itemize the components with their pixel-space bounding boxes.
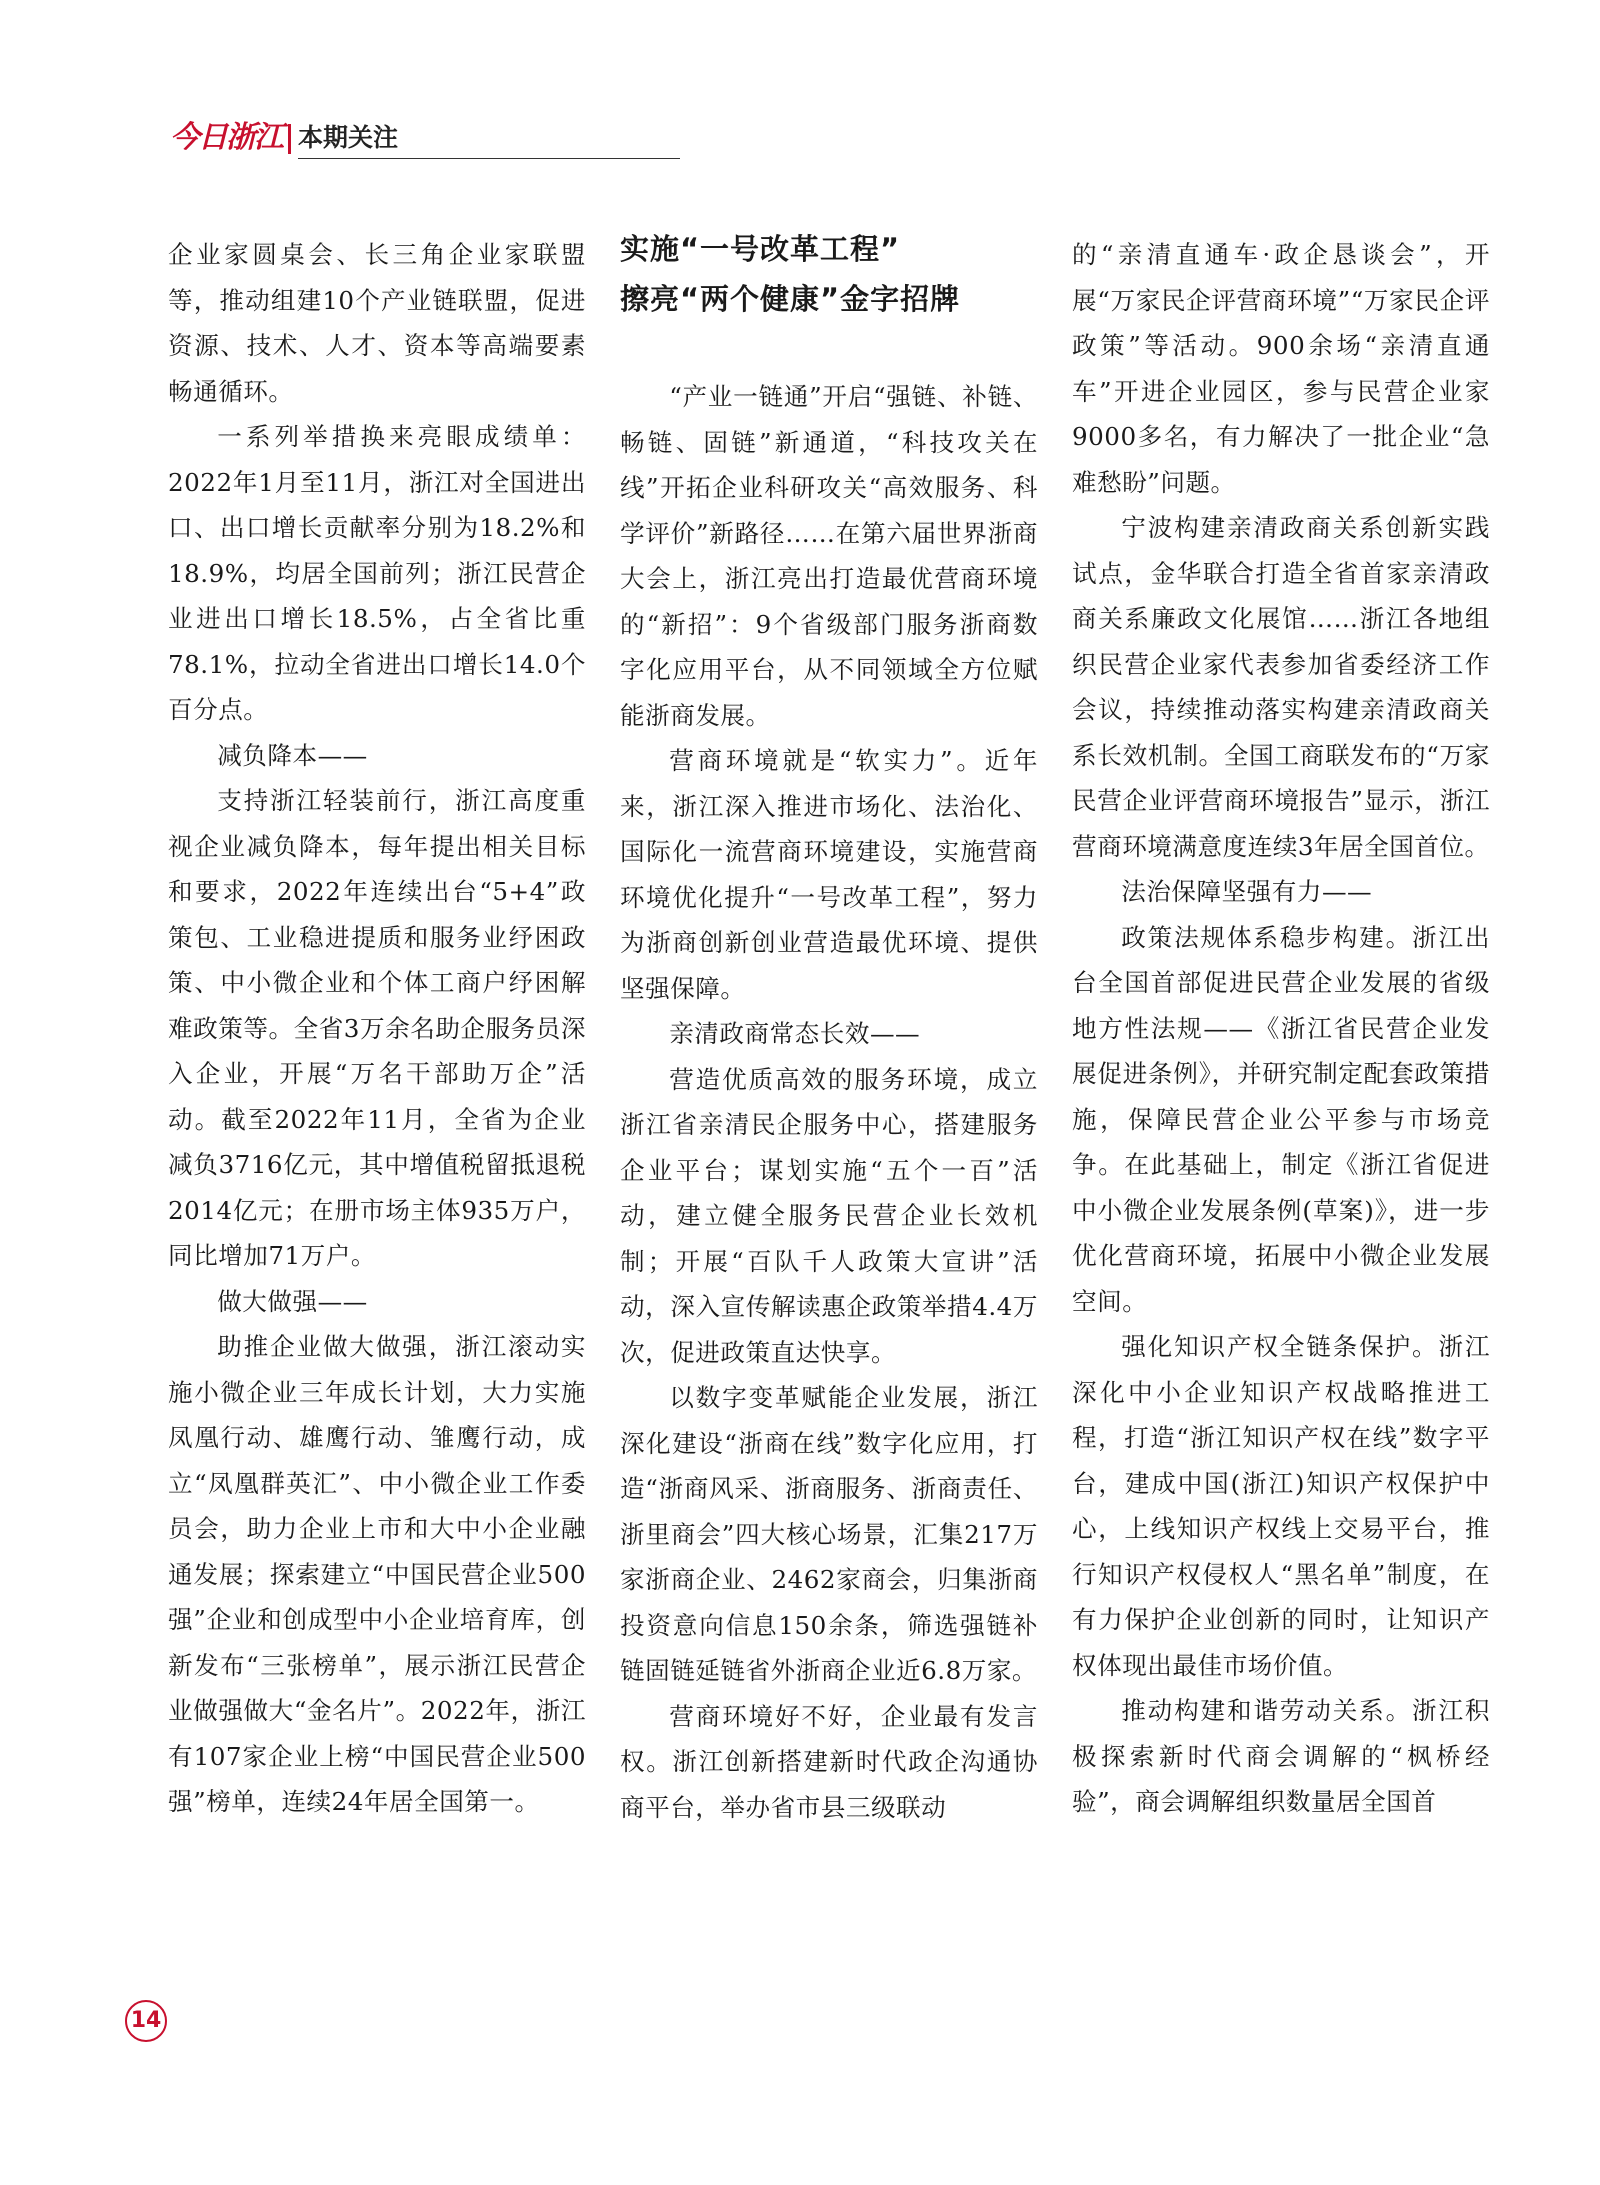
section-heading <box>620 222 1038 324</box>
paragraph: 推动构建和谐劳动关系。浙江积极探索新时代商会调解的“枫桥经验”，商会调解组织数量居全国首 <box>1072 1696 1490 1816</box>
paragraph: 支持浙江轻装前行，浙江高度重视企业减负降本，每年提出相关目标和要求，2022年连续出台“5+4”政策包、工业稳进提质和服务业纾困政策、中小微企业和个体工商户纾困解难政策等。全省3万余名助企服务员深入企业，开展“万名干部助万企”活动。截至2022年11月，全省为企业减负3716亿元，其中增值税留抵退税2014亿元；在册市场主体935万户，同比增加71万户。 <box>168 786 586 1270</box>
column-2 <box>620 232 1038 1830</box>
paragraph: 的“亲清直通车·政企恳谈会”，开展“万家民企评营商环境”“万家民企评政策”等活动。900余场“亲清直通车”开进企业园区，参与民营企业家9000多名，有力解决了一批企业“急难愁盼”问题。 <box>1072 240 1490 497</box>
paragraph: 一系列举措换来亮眼成绩单：2022年1月至11月，浙江对全国进出口、出口增长贡献率分别为18.2%和18.9%，均居全国前列；浙江民营企业进出口增长18.5%，占全省比重78.1%，拉动全省进出口增长14.0个百分点。 <box>168 422 586 724</box>
paragraph: 以数字变革赋能企业发展，浙江深化建设“浙商在线”数字化应用，打造“浙商风采、浙商服务、浙商责任、浙里商会”四大核心场景，汇集217万家浙商企业、2462家商会，归集浙商投资意向信息150余条，筛选强链补链固链延链省外浙商企业近6.8万家。 <box>620 1383 1038 1685</box>
section-heading-line-1: 实施“一号改革工程” <box>620 232 901 266</box>
section-label: 本期关注 <box>298 123 399 152</box>
header-rule <box>298 158 680 159</box>
paragraph: 营造优质高效的服务环境，成立浙江省亲清民企服务中心，搭建服务企业平台；谋划实施“五个一百”活动，建立健全服务民营企业长效机制；开展“百队千人政策大宣讲”活动，深入宣传解读惠企政策举措4.4万次，促进政策直达快享。 <box>620 1064 1038 1367</box>
subheading: 亲清政商常态长效—— <box>669 1019 921 1048</box>
column-3 <box>1072 232 1490 1825</box>
section-heading-line-2: 擦亮“两个健康”金字招牌 <box>620 282 961 316</box>
paragraph: 政策法规体系稳步构建。浙江出台全国首部促进民营企业发展的省级地方性法规——《浙江省民营企业发展促进条例》，并研究制定配套政策措施，保障民营企业公平参与市场竞争。在此基础上，制定《浙江省促进中小微企业发展条例(草案)》，进一步优化营商环境，拓展中小微企业发展空间。 <box>1072 922 1490 1316</box>
paragraph: 营商环境好不好，企业最有发言权。浙江创新搭建新时代政企沟通协商平台，举办省市县三级联动 <box>620 1701 1038 1822</box>
paragraph: 营商环境就是“软实力”。近年来，浙江深入推进市场化、法治化、国际化一流营商环境建设，实施营商环境优化提升“一号改革工程”，努力为浙商创新创业营造最优环境、提供坚强保障。 <box>620 746 1038 1003</box>
column-1 <box>168 232 586 1825</box>
logo-divider <box>288 124 291 154</box>
subheading: 减负降本—— <box>217 740 368 770</box>
magazine-logo: 今日浙江 <box>170 120 282 155</box>
paragraph: 助推企业做大做强，浙江滚动实施小微企业三年成长计划，大力实施凤凰行动、雄鹰行动、雏鹰行动，成立“凤凰群英汇”、中小微企业工作委员会，助力企业上市和大中小企业融通发展；探索建立“中国民营企业500强”企业和创成型中小企业培育库，创新发布“三张榜单”，展示浙江民营企业做强做大“金名片”。2022年，浙江有107家企业上榜“中国民营企业500强”榜单，连续24年居全国第一。 <box>168 1332 586 1816</box>
paragraph: 强化知识产权全链条保护。浙江深化中小企业知识产权战略推进工程，打造“浙江知识产权在线”数字平台，建成中国(浙江)知识产权保护中心，上线知识产权线上交易平台，推行知识产权侵权人“黑名单”制度，在有力保护企业创新的同时，让知识产权体现出最佳市场价值。 <box>1072 1332 1490 1680</box>
subheading: 法治保障坚强有力—— <box>1121 877 1373 906</box>
paragraph: “产业一链通”开启“强链、补链、畅链、固链”新通道，“科技攻关在线”开拓企业科研攻关“高效服务、科学评价”新路径……在第六届世界浙商大会上，浙江亮出打造最优营商环境的“新招”：9个省级部门服务浙商数字化应用平台，从不同领域全方位赋能浙商发展。 <box>620 382 1038 730</box>
paragraph: 企业家圆桌会、长三角企业家联盟等，推动组建10个产业链联盟，促进资源、技术、人才、资本等高端要素畅通循环。 <box>168 240 586 406</box>
page-header <box>170 118 510 162</box>
page-number: 14 <box>125 2000 167 2042</box>
paragraph: 宁波构建亲清政商关系创新实践试点，金华联合打造全省首家亲清政商关系廉政文化展馆……浙江各地组织民营企业家代表参加省委经济工作会议，持续推动落实构建亲清政商关系长效机制。全国工商联发布的“万家民营企业评营商环境报告”显示，浙江营商环境满意度连续3年居全国首位。 <box>1072 513 1490 861</box>
subheading: 做大做强—— <box>217 1286 368 1316</box>
